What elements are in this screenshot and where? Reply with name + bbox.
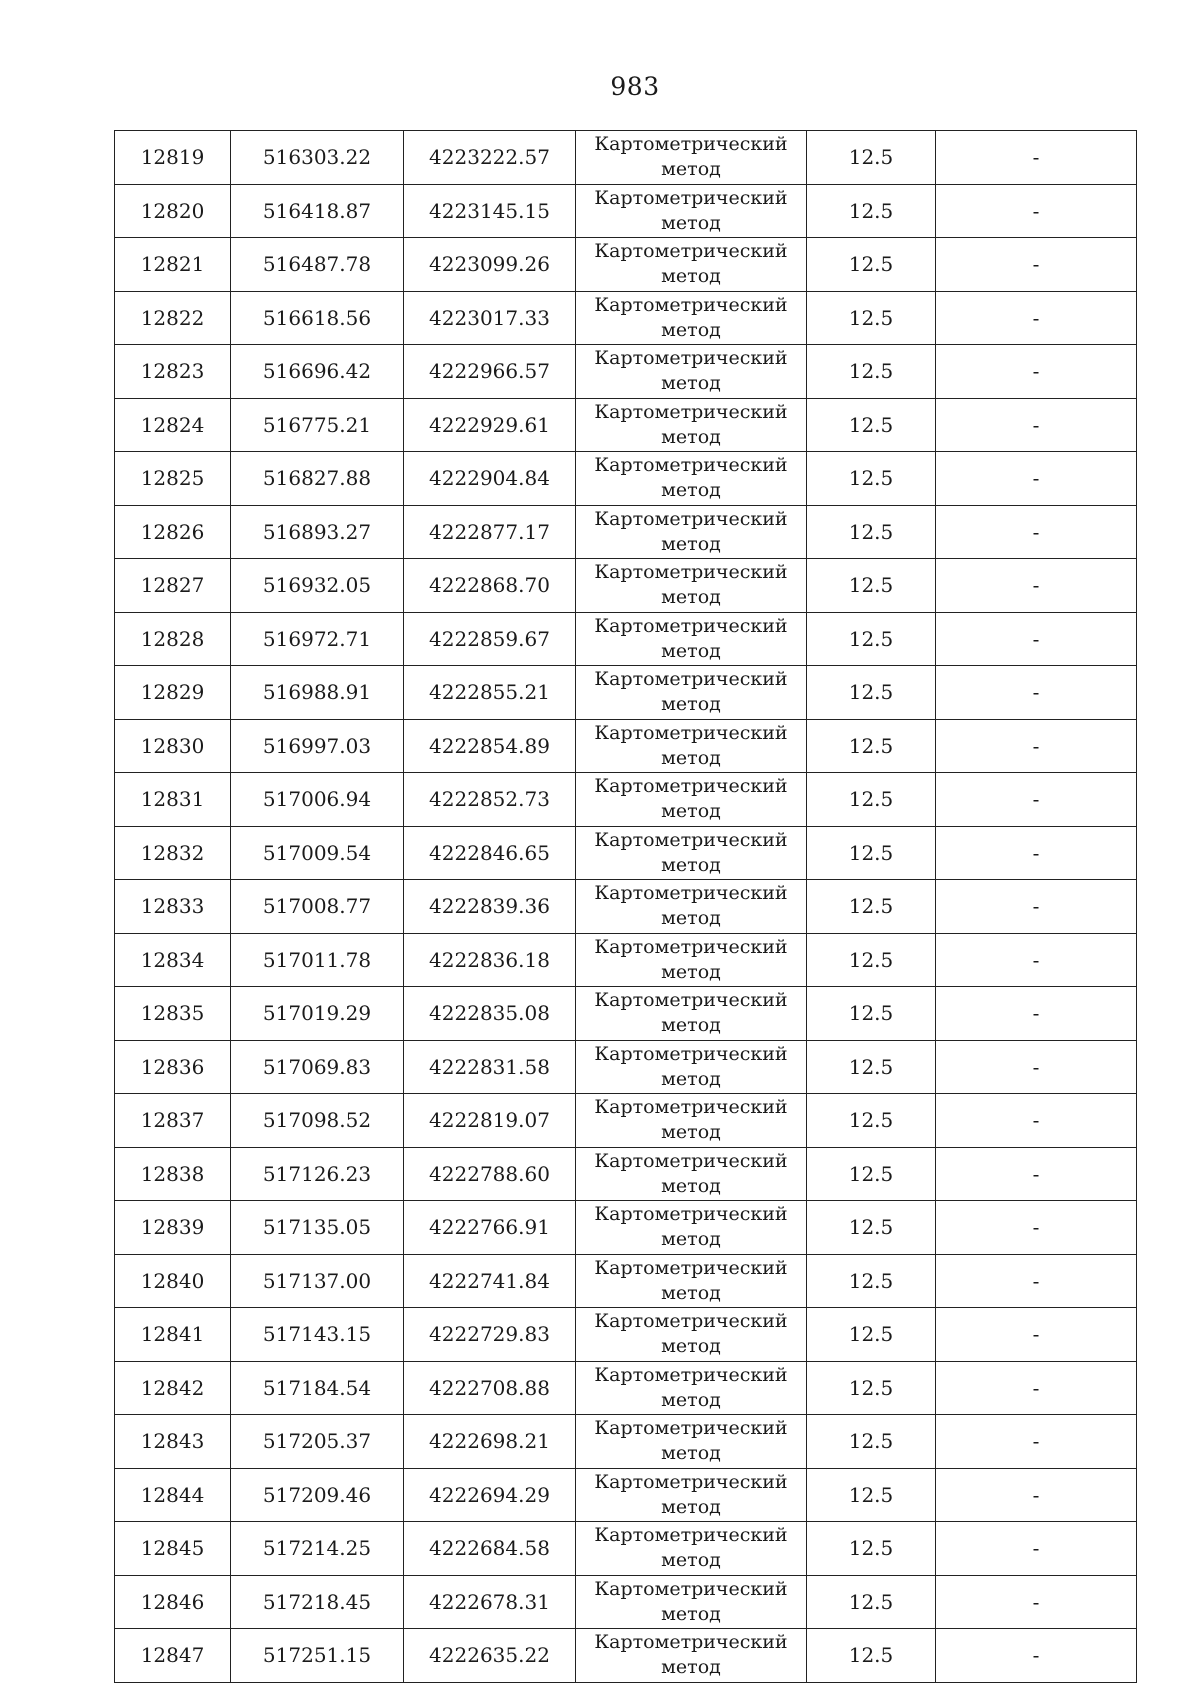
method-line-2: метод [661, 1281, 721, 1304]
method-cell [576, 933, 807, 987]
y-coordinate-cell: 4222836.18 [404, 933, 576, 987]
method-line-1: Картометрический [594, 1256, 788, 1279]
accuracy-cell: 12.5 [807, 1522, 936, 1576]
method-line-2: метод [661, 1495, 721, 1518]
method-line-2: метод [661, 1067, 721, 1090]
note-cell: - [936, 666, 1137, 720]
point-number-cell: 12844 [115, 1468, 231, 1522]
y-coordinate-cell: 4222852.73 [404, 773, 576, 827]
note-cell: - [936, 559, 1137, 613]
accuracy-cell: 12.5 [807, 1415, 936, 1469]
x-coordinate-cell: 517126.23 [231, 1147, 404, 1201]
method-cell [576, 291, 807, 345]
coordinates-table [114, 130, 1137, 1683]
table-row [115, 559, 1137, 613]
method-cell [576, 398, 807, 452]
method-line-2: метод [661, 960, 721, 983]
y-coordinate-cell: 4222729.83 [404, 1308, 576, 1362]
y-coordinate-cell: 4222835.08 [404, 987, 576, 1041]
table-row [115, 1254, 1137, 1308]
accuracy-cell: 12.5 [807, 773, 936, 827]
note-cell: - [936, 1201, 1137, 1255]
table-row [115, 345, 1137, 399]
table-row [115, 238, 1137, 292]
note-cell: - [936, 987, 1137, 1041]
x-coordinate-cell: 517135.05 [231, 1201, 404, 1255]
method-line-1: Картометрический [594, 775, 788, 797]
point-number-cell: 12836 [115, 1040, 231, 1094]
method-line-1: Картометрический [594, 989, 788, 1011]
point-number-cell: 12834 [115, 933, 231, 987]
x-coordinate-cell: 516618.56 [231, 291, 404, 345]
method-line-2: метод [661, 853, 721, 876]
table-row [115, 452, 1137, 506]
method-line-2: метод [661, 372, 721, 394]
x-coordinate-cell: 517006.94 [231, 773, 404, 827]
y-coordinate-cell: 4222708.88 [404, 1361, 576, 1415]
point-number-cell: 12840 [115, 1254, 231, 1308]
point-number-cell: 12837 [115, 1094, 231, 1148]
method-line-1: Картометрический [594, 614, 788, 637]
y-coordinate-cell: 4222855.21 [404, 666, 576, 720]
accuracy-cell: 12.5 [807, 1361, 936, 1415]
x-coordinate-cell: 517218.45 [231, 1575, 404, 1629]
accuracy-cell: 12.5 [807, 1040, 936, 1094]
method-cell [576, 184, 807, 238]
table-row [115, 131, 1137, 185]
accuracy-cell: 12.5 [807, 398, 936, 452]
method-line-2: метод [661, 693, 721, 715]
method-line-1: Картометрический [594, 240, 788, 262]
method-cell [576, 880, 807, 934]
method-line-1: Картометрический [594, 1310, 788, 1332]
method-cell [576, 719, 807, 773]
accuracy-cell: 12.5 [807, 1308, 936, 1362]
method-line-1: Картометрический [594, 186, 788, 209]
note-cell: - [936, 612, 1137, 666]
note-cell: - [936, 238, 1137, 292]
method-line-1: Картометрический [594, 935, 788, 958]
y-coordinate-cell: 4223222.57 [404, 131, 576, 185]
method-line-1: Картометрический [594, 668, 788, 690]
method-line-1: Картометрический [594, 1631, 788, 1653]
point-number-cell: 12830 [115, 719, 231, 773]
method-line-2: метод [661, 1602, 721, 1625]
method-cell [576, 1147, 807, 1201]
note-cell: - [936, 452, 1137, 506]
table-row [115, 1575, 1137, 1629]
accuracy-cell: 12.5 [807, 1468, 936, 1522]
x-coordinate-cell: 516418.87 [231, 184, 404, 238]
x-coordinate-cell: 516932.05 [231, 559, 404, 613]
method-line-1: Картометрический [594, 507, 788, 530]
method-line-2: метод [661, 425, 721, 448]
method-cell [576, 505, 807, 559]
point-number-cell: 12843 [115, 1415, 231, 1469]
point-number-cell: 12825 [115, 452, 231, 506]
note-cell: - [936, 291, 1137, 345]
y-coordinate-cell: 4222966.57 [404, 345, 576, 399]
method-line-2: метод [661, 158, 721, 180]
accuracy-cell: 12.5 [807, 666, 936, 720]
method-cell [576, 1468, 807, 1522]
x-coordinate-cell: 517209.46 [231, 1468, 404, 1522]
method-cell [576, 1415, 807, 1469]
x-coordinate-cell: 517098.52 [231, 1094, 404, 1148]
method-line-2: метод [661, 800, 721, 822]
point-number-cell: 12838 [115, 1147, 231, 1201]
point-number-cell: 12847 [115, 1629, 231, 1683]
point-number-cell: 12846 [115, 1575, 231, 1629]
note-cell: - [936, 1575, 1137, 1629]
point-number-cell: 12839 [115, 1201, 231, 1255]
method-line-2: метод [661, 1388, 721, 1411]
note-cell: - [936, 1629, 1137, 1683]
accuracy-cell: 12.5 [807, 1629, 936, 1683]
table-row [115, 987, 1137, 1041]
method-line-2: метод [661, 1335, 721, 1357]
method-line-2: метод [661, 907, 721, 929]
x-coordinate-cell: 516696.42 [231, 345, 404, 399]
method-cell [576, 1040, 807, 1094]
method-line-1: Картометрический [594, 347, 788, 369]
y-coordinate-cell: 4222788.60 [404, 1147, 576, 1201]
note-cell: - [936, 1040, 1137, 1094]
method-line-2: метод [661, 1014, 721, 1036]
method-line-1: Картометрический [594, 1524, 788, 1546]
method-line-1: Картометрический [594, 293, 788, 316]
table-row [115, 1094, 1137, 1148]
point-number-cell: 12835 [115, 987, 231, 1041]
note-cell: - [936, 1468, 1137, 1522]
y-coordinate-cell: 4222741.84 [404, 1254, 576, 1308]
accuracy-cell: 12.5 [807, 719, 936, 773]
accuracy-cell: 12.5 [807, 1201, 936, 1255]
method-line-1: Картометрический [594, 1096, 788, 1118]
table-row [115, 291, 1137, 345]
method-cell [576, 345, 807, 399]
point-number-cell: 12823 [115, 345, 231, 399]
table-row [115, 612, 1137, 666]
point-number-cell: 12845 [115, 1522, 231, 1576]
accuracy-cell: 12.5 [807, 612, 936, 666]
method-line-2: метод [661, 211, 721, 234]
accuracy-cell: 12.5 [807, 452, 936, 506]
table-row [115, 773, 1137, 827]
x-coordinate-cell: 517008.77 [231, 880, 404, 934]
note-cell: - [936, 1254, 1137, 1308]
point-number-cell: 12832 [115, 826, 231, 880]
point-number-cell: 12842 [115, 1361, 231, 1415]
y-coordinate-cell: 4223099.26 [404, 238, 576, 292]
method-cell [576, 1522, 807, 1576]
table-row [115, 184, 1137, 238]
x-coordinate-cell: 517214.25 [231, 1522, 404, 1576]
method-line-2: метод [661, 1549, 721, 1571]
point-number-cell: 12833 [115, 880, 231, 934]
accuracy-cell: 12.5 [807, 291, 936, 345]
y-coordinate-cell: 4222846.65 [404, 826, 576, 880]
accuracy-cell: 12.5 [807, 1147, 936, 1201]
method-cell [576, 1094, 807, 1148]
accuracy-cell: 12.5 [807, 880, 936, 934]
table-row [115, 719, 1137, 773]
y-coordinate-cell: 4222698.21 [404, 1415, 576, 1469]
table-row [115, 880, 1137, 934]
note-cell: - [936, 505, 1137, 559]
method-cell [576, 826, 807, 880]
method-line-2: метод [661, 318, 721, 341]
y-coordinate-cell: 4223017.33 [404, 291, 576, 345]
method-line-2: метод [661, 639, 721, 662]
note-cell: - [936, 1308, 1137, 1362]
accuracy-cell: 12.5 [807, 1254, 936, 1308]
x-coordinate-cell: 516487.78 [231, 238, 404, 292]
note-cell: - [936, 880, 1137, 934]
method-line-2: метод [661, 532, 721, 555]
y-coordinate-cell: 4222678.31 [404, 1575, 576, 1629]
method-cell [576, 987, 807, 1041]
point-number-cell: 12820 [115, 184, 231, 238]
note-cell: - [936, 398, 1137, 452]
point-number-cell: 12831 [115, 773, 231, 827]
note-cell: - [936, 184, 1137, 238]
accuracy-cell: 12.5 [807, 505, 936, 559]
x-coordinate-cell: 517205.37 [231, 1415, 404, 1469]
method-line-2: метод [661, 1174, 721, 1197]
y-coordinate-cell: 4222868.70 [404, 559, 576, 613]
table-row [115, 398, 1137, 452]
method-line-2: метод [661, 586, 721, 608]
y-coordinate-cell: 4222819.07 [404, 1094, 576, 1148]
table-row [115, 1522, 1137, 1576]
method-line-2: метод [661, 479, 721, 501]
table-row [115, 1201, 1137, 1255]
x-coordinate-cell: 517143.15 [231, 1308, 404, 1362]
method-line-2: метод [661, 265, 721, 287]
y-coordinate-cell: 4222859.67 [404, 612, 576, 666]
point-number-cell: 12826 [115, 505, 231, 559]
method-cell [576, 131, 807, 185]
x-coordinate-cell: 517251.15 [231, 1629, 404, 1683]
method-cell [576, 1629, 807, 1683]
y-coordinate-cell: 4222904.84 [404, 452, 576, 506]
note-cell: - [936, 131, 1137, 185]
x-coordinate-cell: 517069.83 [231, 1040, 404, 1094]
point-number-cell: 12819 [115, 131, 231, 185]
note-cell: - [936, 1361, 1137, 1415]
y-coordinate-cell: 4222877.17 [404, 505, 576, 559]
page-number: 983 [610, 72, 660, 101]
point-number-cell: 12824 [115, 398, 231, 452]
table-row [115, 1308, 1137, 1362]
table-row [115, 505, 1137, 559]
method-line-1: Картометрический [594, 882, 788, 904]
method-line-1: Картометрический [594, 454, 788, 476]
accuracy-cell: 12.5 [807, 238, 936, 292]
y-coordinate-cell: 4222635.22 [404, 1629, 576, 1683]
y-coordinate-cell: 4222694.29 [404, 1468, 576, 1522]
note-cell: - [936, 345, 1137, 399]
accuracy-cell: 12.5 [807, 826, 936, 880]
point-number-cell: 12822 [115, 291, 231, 345]
note-cell: - [936, 1415, 1137, 1469]
x-coordinate-cell: 516827.88 [231, 452, 404, 506]
method-line-2: метод [661, 1121, 721, 1143]
method-line-2: метод [661, 1442, 721, 1464]
accuracy-cell: 12.5 [807, 933, 936, 987]
method-line-1: Картометрический [594, 1149, 788, 1172]
method-cell [576, 1575, 807, 1629]
table-row [115, 933, 1137, 987]
method-cell [576, 559, 807, 613]
accuracy-cell: 12.5 [807, 1575, 936, 1629]
point-number-cell: 12827 [115, 559, 231, 613]
method-line-1: Картометрический [594, 400, 788, 423]
table-row [115, 1040, 1137, 1094]
x-coordinate-cell: 516303.22 [231, 131, 404, 185]
x-coordinate-cell: 517009.54 [231, 826, 404, 880]
method-line-1: Картометрический [594, 1363, 788, 1386]
method-line-1: Картометрический [594, 1577, 788, 1600]
method-line-1: Картометрический [594, 1042, 788, 1065]
method-cell [576, 666, 807, 720]
note-cell: - [936, 1522, 1137, 1576]
table-row [115, 1361, 1137, 1415]
accuracy-cell: 12.5 [807, 184, 936, 238]
point-number-cell: 12828 [115, 612, 231, 666]
note-cell: - [936, 1147, 1137, 1201]
accuracy-cell: 12.5 [807, 1094, 936, 1148]
y-coordinate-cell: 4222684.58 [404, 1522, 576, 1576]
x-coordinate-cell: 517019.29 [231, 987, 404, 1041]
method-cell [576, 1254, 807, 1308]
x-coordinate-cell: 517011.78 [231, 933, 404, 987]
y-coordinate-cell: 4222854.89 [404, 719, 576, 773]
table-row [115, 1629, 1137, 1683]
point-number-cell: 12821 [115, 238, 231, 292]
x-coordinate-cell: 516972.71 [231, 612, 404, 666]
table-row [115, 666, 1137, 720]
method-line-1: Картометрический [594, 133, 788, 155]
table-row [115, 1415, 1137, 1469]
note-cell: - [936, 1094, 1137, 1148]
method-cell [576, 1201, 807, 1255]
point-number-cell: 12829 [115, 666, 231, 720]
y-coordinate-cell: 4222839.36 [404, 880, 576, 934]
method-line-2: метод [661, 1656, 721, 1678]
method-line-1: Картометрический [594, 828, 788, 851]
accuracy-cell: 12.5 [807, 987, 936, 1041]
method-cell [576, 238, 807, 292]
method-cell [576, 612, 807, 666]
method-cell [576, 1361, 807, 1415]
accuracy-cell: 12.5 [807, 559, 936, 613]
note-cell: - [936, 773, 1137, 827]
table-row [115, 826, 1137, 880]
accuracy-cell: 12.5 [807, 345, 936, 399]
accuracy-cell: 12.5 [807, 131, 936, 185]
x-coordinate-cell: 516988.91 [231, 666, 404, 720]
method-line-1: Картометрический [594, 721, 788, 744]
y-coordinate-cell: 4222766.91 [404, 1201, 576, 1255]
note-cell: - [936, 826, 1137, 880]
x-coordinate-cell: 516893.27 [231, 505, 404, 559]
table-row [115, 1468, 1137, 1522]
x-coordinate-cell: 516775.21 [231, 398, 404, 452]
method-line-2: метод [661, 746, 721, 769]
note-cell: - [936, 933, 1137, 987]
point-number-cell: 12841 [115, 1308, 231, 1362]
note-cell: - [936, 719, 1137, 773]
x-coordinate-cell: 517137.00 [231, 1254, 404, 1308]
y-coordinate-cell: 4222929.61 [404, 398, 576, 452]
table-body [115, 131, 1137, 1683]
x-coordinate-cell: 517184.54 [231, 1361, 404, 1415]
x-coordinate-cell: 516997.03 [231, 719, 404, 773]
method-line-1: Картометрический [594, 1203, 788, 1225]
method-cell [576, 773, 807, 827]
table-row [115, 1147, 1137, 1201]
method-cell [576, 452, 807, 506]
y-coordinate-cell: 4222831.58 [404, 1040, 576, 1094]
method-cell [576, 1308, 807, 1362]
method-line-1: Картометрический [594, 561, 788, 583]
method-line-1: Картометрический [594, 1470, 788, 1493]
method-line-2: метод [661, 1228, 721, 1250]
y-coordinate-cell: 4223145.15 [404, 184, 576, 238]
method-line-1: Картометрический [594, 1417, 788, 1439]
